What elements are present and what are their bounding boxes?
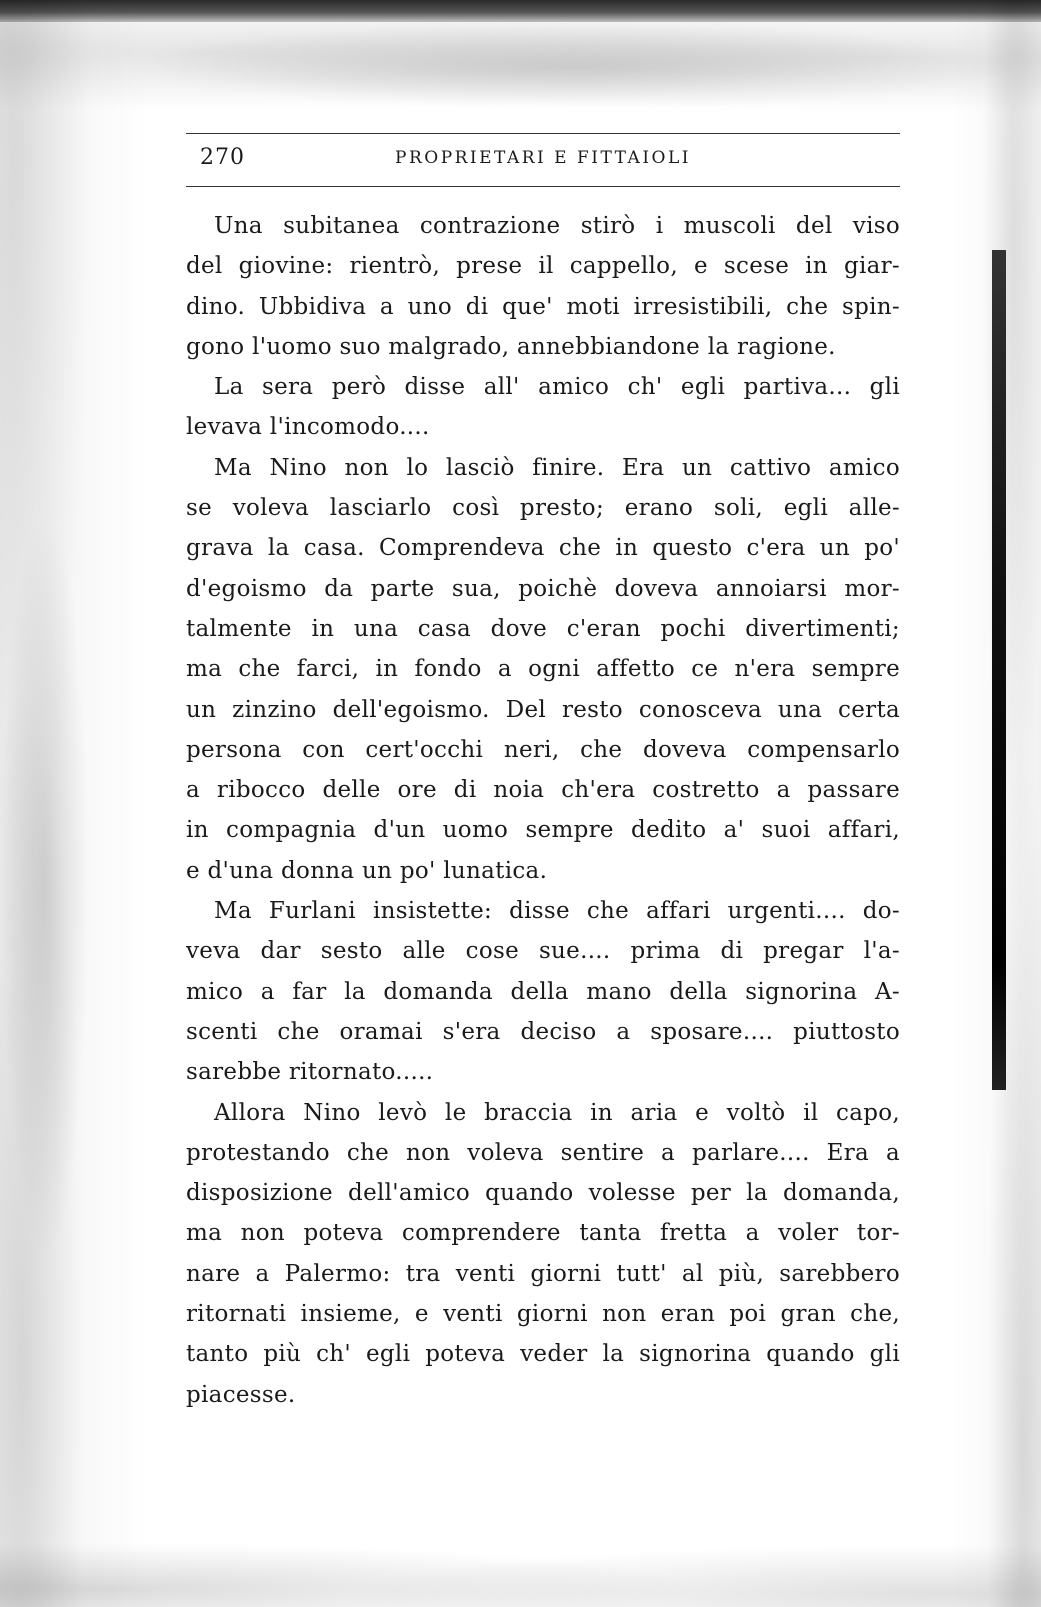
scan-right-bar (992, 250, 1006, 1090)
text-line: talmente in una casa dove c'eran pochi divertimenti; (186, 615, 900, 642)
paragraph (186, 448, 900, 891)
text-line: a ribocco delle ore di noia ch'era costretto a passare (186, 777, 900, 804)
text-line: ma non poteva comprendere tanta fretta a voler tor- (186, 1220, 900, 1247)
text-line: un zinzino dell'egoismo. Del resto conosceva una certa (186, 696, 900, 723)
page-number: 270 (200, 145, 245, 170)
scan-left-edge (0, 0, 150, 1607)
text-line: tanto più ch' egli poteva veder la signorina quando gli (186, 1341, 900, 1368)
text-line: protestando che non voleva sentire a parlare.... Era a (186, 1139, 900, 1166)
text-line: sarebbe ritornato..... (186, 1059, 434, 1086)
scan-top-noise (0, 22, 1041, 122)
text-line: in compagnia d'un uomo sempre dedito a' suoi affari, (186, 817, 900, 844)
text-line: mico a far la domanda della mano della signorina A- (186, 978, 900, 1005)
paragraph (186, 891, 900, 1092)
text-line: d'egoismo da parte sua, poichè doveva annoiarsi mor- (186, 575, 900, 602)
text-line: Ma Furlani insistette: disse che affari urgenti.... do- (214, 898, 900, 925)
text-line: ritornati insieme, e venti giorni non eran poi gran che, (186, 1301, 900, 1328)
text-line: piacesse. (186, 1381, 296, 1408)
text-line: Allora Nino levò le braccia in aria e voltò il capo, (214, 1099, 900, 1126)
text-line: disposizione dell'amico quando volesse per la domanda, (186, 1180, 900, 1207)
text-line: gono l'uomo suo malgrado, annebbiandone la ragione. (186, 333, 836, 360)
text-line: ma che farci, in fondo a ogni affetto ce n'era sempre (186, 656, 900, 683)
text-line: del giovine: rientrò, prese il cappello, e scese in giar- (186, 253, 900, 280)
paragraph (186, 1093, 900, 1415)
text-line: se voleva lasciarlo così presto; erano soli, egli alle- (186, 495, 900, 522)
paragraph (186, 206, 900, 367)
running-head (186, 133, 900, 187)
text-line: grava la casa. Comprendeva che in questo c'era un po' (186, 535, 900, 562)
text-line: Una subitanea contrazione stirò i muscoli del viso (214, 213, 900, 239)
text-line: La sera però disse all' amico ch' egli partiva... gli (214, 374, 900, 401)
paragraph (186, 367, 900, 448)
text-line: scenti che oramai s'era deciso a sposare.... piuttosto (186, 1018, 900, 1045)
text-line: levava l'incomodo.... (186, 414, 430, 441)
running-title: PROPRIETARI E FITTAIOLI (395, 148, 691, 168)
text-line: veva dar sesto alle cose sue.... prima di pregar l'a- (186, 938, 900, 965)
text-body (186, 206, 900, 1415)
text-line: nare a Palermo: tra venti giorni tutt' al più, sarebbero (186, 1260, 900, 1287)
scan-bottom-noise (0, 1517, 1041, 1607)
text-line: dino. Ubbidiva a uno di que' moti irresistibili, che spin- (186, 293, 900, 320)
text-line: Ma Nino non lo lasciò finire. Era un cattivo amico (214, 454, 900, 481)
text-line: persona con cert'occhi neri, che doveva compensarlo (186, 736, 900, 763)
text-line: e d'una donna un po' lunatica. (186, 857, 548, 884)
scan-top-edge (0, 0, 1041, 22)
